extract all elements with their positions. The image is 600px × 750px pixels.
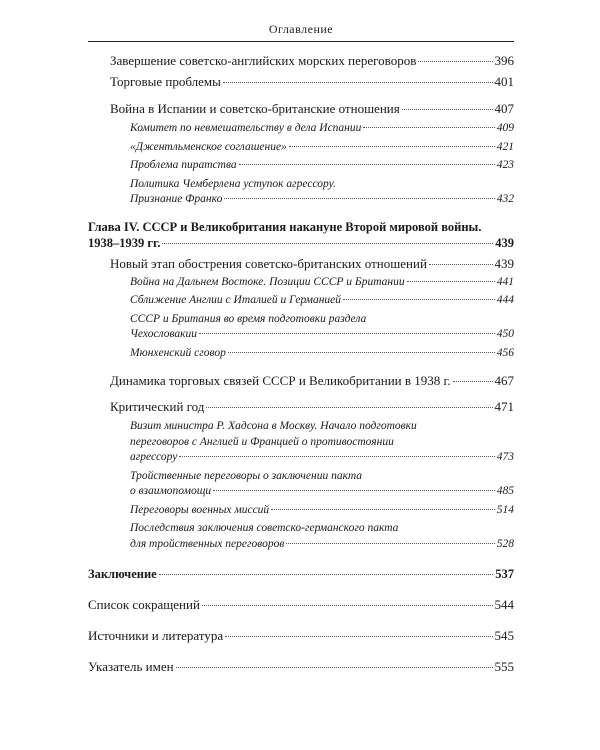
toc-entry[interactable] <box>88 100 514 117</box>
toc-entry-title-line: Комитет по невмешательству в дела Испании <box>130 122 362 134</box>
toc-entry-title-line: переговоров с Англией и Францией о противостоянии <box>130 435 394 448</box>
toc-page-number: 432 <box>496 193 514 205</box>
toc-page-number: 450 <box>496 328 514 340</box>
toc-entry-title-line: Завершение советско-английских морских переговоров <box>110 53 417 68</box>
toc-entry-title-line: Критический год <box>110 399 205 414</box>
toc-entry-title-line: Торговые проблемы <box>110 74 221 89</box>
toc-page-number: 545 <box>494 628 514 643</box>
dot-leader <box>223 82 493 83</box>
dot-leader <box>289 146 495 147</box>
toc-entry-title-line: Заключение <box>88 567 157 581</box>
toc-entry-title-line: Визит министра Р. Хадсона в Москву. Начало подготовки <box>130 420 417 432</box>
dot-leader <box>228 352 495 353</box>
toc-entry-title-line: о взаимопомощи <box>130 485 212 497</box>
toc-entry[interactable] <box>88 121 514 137</box>
toc-entry-title-line: Мюнхенский сговор <box>130 346 226 359</box>
toc-entry[interactable] <box>88 521 514 552</box>
dot-leader <box>407 281 495 282</box>
toc-entry-title-line: Война на Дальнем Востоке. Позиции СССР и Британии <box>130 275 405 288</box>
dot-leader <box>453 381 493 382</box>
toc-entry-title-line: Тройственные переговоры о заключении пакта <box>130 469 363 482</box>
toc-page-number: 407 <box>494 101 514 116</box>
toc-entry-title-line: Последствия заключения советско-германского пакта <box>130 522 399 534</box>
toc-entry[interactable] <box>88 140 514 156</box>
toc-page-number: 555 <box>494 659 514 674</box>
toc-page-number: 528 <box>496 537 514 550</box>
toc-entry[interactable] <box>88 293 514 309</box>
toc-entry[interactable] <box>88 658 514 675</box>
toc-entry[interactable] <box>88 469 514 500</box>
toc-entry-title-line: Сближение Англии с Италией и Германией <box>130 294 342 306</box>
toc-entry-title-line: 1938–1939 гг. <box>88 235 161 250</box>
toc-entry-title-line: Список сокращений <box>88 597 200 612</box>
toc-entry[interactable] <box>88 52 514 69</box>
dot-leader <box>363 127 494 128</box>
toc-page-number: 421 <box>496 140 514 153</box>
toc-entry-title-line: «Джентльменское соглашение» <box>130 140 287 153</box>
dot-leader <box>179 456 494 457</box>
dot-leader <box>224 198 494 199</box>
dot-leader <box>159 574 494 575</box>
dot-leader <box>429 264 493 265</box>
toc-entry-title-line: Война в Испании и советско-британские отношения <box>110 101 400 116</box>
toc-page-number: 471 <box>494 399 514 414</box>
dot-leader <box>202 605 493 606</box>
toc-entry-title-line: Новый этап обострения советско-британских отношений <box>110 255 427 271</box>
toc-entry[interactable] <box>88 596 514 613</box>
toc-entry-title-line: Глава IV. СССР и Великобритания накануне Второй мировой войны. <box>88 219 482 234</box>
toc-page-number: 514 <box>496 503 514 516</box>
dot-leader <box>239 164 495 165</box>
toc-entry[interactable] <box>88 419 514 466</box>
toc-page-number: 441 <box>496 275 514 288</box>
toc-entry[interactable] <box>88 503 514 519</box>
dot-leader <box>206 407 492 408</box>
dot-leader <box>418 61 492 62</box>
toc-entry-title-line: для тройственных переговоров <box>130 537 285 550</box>
toc-entry-title-line: Чехословакии <box>130 328 197 340</box>
table-of-contents <box>88 52 514 675</box>
toc-entry-title-line: агрессору <box>130 451 178 463</box>
toc-entry[interactable] <box>88 346 514 362</box>
toc-entry-title-line: Политика Чемберлена уступок агрессору. <box>130 177 336 190</box>
toc-entry[interactable] <box>88 219 514 251</box>
toc-page-number: 467 <box>494 373 514 388</box>
dot-leader <box>271 509 495 510</box>
toc-page-number: 439 <box>495 235 514 250</box>
toc-page-number: 409 <box>496 122 514 134</box>
toc-page-number: 456 <box>496 346 514 359</box>
page-header-title: Оглавление <box>268 22 334 36</box>
toc-page-number: 423 <box>496 159 514 171</box>
toc-entry-title-line: Признание Франко <box>130 193 223 205</box>
toc-entry[interactable] <box>88 312 514 343</box>
dot-leader <box>162 243 493 244</box>
toc-page-number: 537 <box>495 567 514 581</box>
toc-entry[interactable] <box>88 627 514 644</box>
toc-entry[interactable] <box>88 73 514 90</box>
toc-entry[interactable] <box>88 158 514 174</box>
header-divider <box>88 41 514 42</box>
toc-entry[interactable] <box>88 177 514 208</box>
toc-entry[interactable] <box>88 275 514 291</box>
toc-page-number: 401 <box>494 74 514 89</box>
toc-entry-title-line: Динамика торговых связей СССР и Великобритании в 1938 г. <box>110 373 451 388</box>
toc-entry[interactable] <box>88 255 514 272</box>
toc-page-number: 444 <box>496 294 514 306</box>
dot-leader <box>176 667 493 668</box>
toc-page-number: 485 <box>496 485 514 497</box>
dot-leader <box>343 299 495 300</box>
toc-entry-title-line: Проблема пиратства <box>130 159 237 171</box>
toc-entry-title-line: СССР и Британия во время подготовки раздела <box>130 312 367 325</box>
toc-entry[interactable] <box>88 398 514 415</box>
dot-leader <box>199 333 495 334</box>
dot-leader <box>286 543 494 544</box>
toc-page-number: 439 <box>494 255 514 271</box>
dot-leader <box>402 109 493 110</box>
toc-page-number: 396 <box>494 53 514 68</box>
toc-entry-title-line: Указатель имен <box>88 659 174 674</box>
dot-leader <box>213 490 495 491</box>
toc-page-number: 544 <box>494 597 514 612</box>
toc-entry-title-line: Переговоры военных миссий <box>130 503 270 516</box>
toc-entry[interactable] <box>88 372 514 389</box>
toc-entry-title-line: Источники и литература <box>88 628 224 643</box>
toc-entry[interactable] <box>88 566 514 582</box>
dot-leader <box>225 636 492 637</box>
toc-page-number: 473 <box>496 451 514 463</box>
